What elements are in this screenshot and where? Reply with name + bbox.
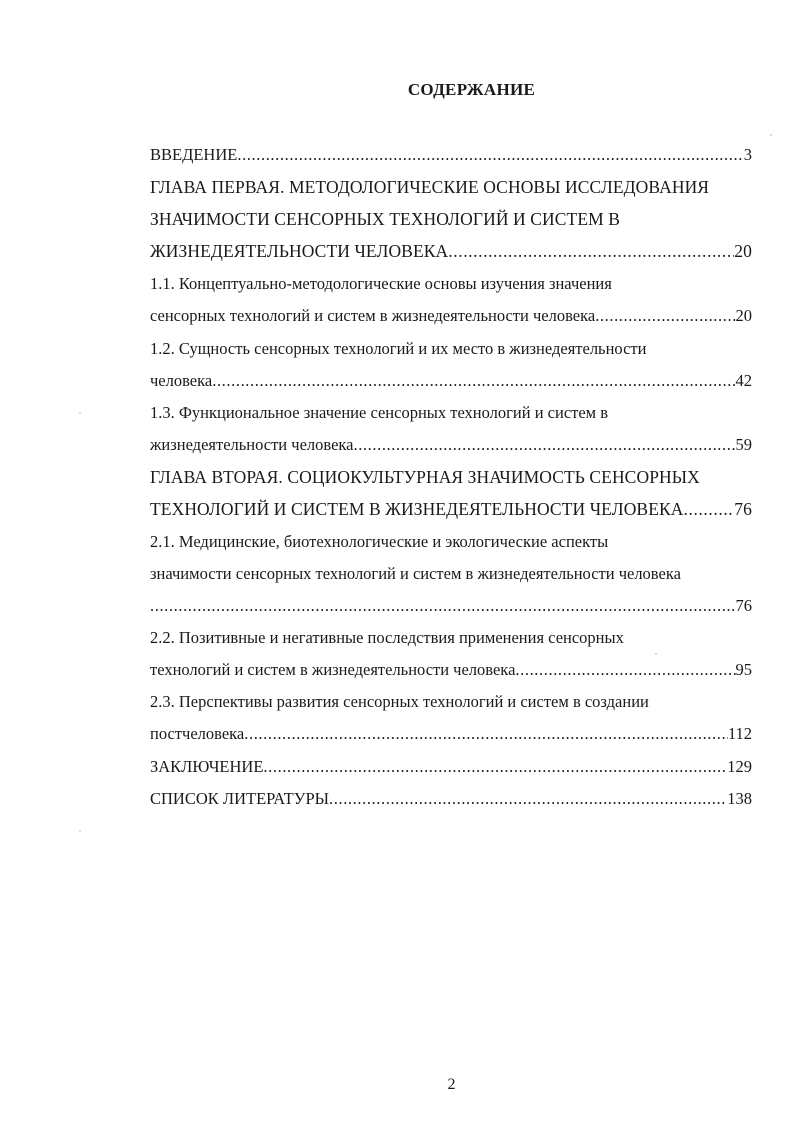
toc-section-1-2-line2 xyxy=(150,370,752,392)
toc-entry-text: человека xyxy=(150,371,213,390)
toc-section-1-3-line1: 1.3. Функциональное значение сенсорных технологий и систем в xyxy=(150,403,609,422)
toc-section-2-1-line3 xyxy=(150,595,752,617)
leader-dots xyxy=(448,240,734,262)
leader-dots xyxy=(329,788,727,810)
toc-entry-text: жизнедеятельности человека xyxy=(150,435,354,454)
toc-section-1-1-line1: 1.1. Концептуально-методологические основы изучения значения xyxy=(150,274,612,293)
leader-dots xyxy=(684,498,735,520)
leader-dots xyxy=(212,370,735,392)
toc-entry-introduction xyxy=(150,144,752,166)
leader-dots xyxy=(595,305,735,327)
toc-page-number: 3 xyxy=(743,145,752,164)
leader-dots xyxy=(237,144,743,166)
leader-dots xyxy=(515,659,735,681)
toc-entry-text: технологий и систем в жизнедеятельности человека xyxy=(150,660,516,679)
toc-page-number: 76 xyxy=(735,596,752,615)
toc-entry-conclusion xyxy=(150,756,752,778)
toc-entry-text: ВВЕДЕНИЕ xyxy=(150,145,238,164)
toc-chapter1-line3 xyxy=(150,240,752,262)
toc-entry-text: постчеловека xyxy=(150,724,245,743)
toc-section-2-2-line2 xyxy=(150,659,752,681)
toc-chapter1-line1: ГЛАВА ПЕРВАЯ. МЕТОДОЛОГИЧЕСКИЕ ОСНОВЫ ИССЛЕДОВАНИЯ xyxy=(150,177,710,197)
toc-page-number: 20 xyxy=(734,241,752,261)
toc-section-2-3-line2 xyxy=(150,723,752,745)
toc-section-2-1-line1: 2.1. Медицинские, биотехнологические и экологические аспекты xyxy=(150,532,609,551)
page-number: 2 xyxy=(447,1076,456,1093)
toc-page-number: 59 xyxy=(735,435,752,454)
toc-chapter2-line1: ГЛАВА ВТОРАЯ. СОЦИОКУЛЬТУРНАЯ ЗНАЧИМОСТЬ СЕНСОРНЫХ xyxy=(150,467,700,487)
toc-page-number: 129 xyxy=(727,757,752,776)
leader-dots xyxy=(244,723,728,745)
toc-entry-text: СПИСОК ЛИТЕРАТУРЫ xyxy=(150,789,330,808)
toc-section-2-1-line2: значимости сенсорных технологий и систем в жизнедеятельности человека xyxy=(150,564,681,583)
toc-entry-text: ЗАКЛЮЧЕНИЕ xyxy=(150,757,264,776)
toc-section-1-3-line2 xyxy=(150,434,752,456)
toc-page-number: 112 xyxy=(727,724,752,743)
toc-entry-text: ТЕХНОЛОГИЙ И СИСТЕМ В ЖИЗНЕДЕЯТЕЛЬНОСТИ ЧЕЛОВЕКА xyxy=(150,499,684,519)
toc-entry-text: сенсорных технологий и систем в жизнедеятельности человека xyxy=(150,306,596,325)
page-title: СОДЕРЖАНИЕ xyxy=(407,80,536,99)
toc-section-2-3-line1: 2.3. Перспективы развития сенсорных технологий и систем в создании xyxy=(150,692,649,711)
toc-chapter2-line2 xyxy=(150,498,752,520)
leader-dots xyxy=(150,595,736,617)
leader-dots xyxy=(353,434,735,456)
toc-section-2-2-line1: 2.2. Позитивные и негативные последствия применения сенсорных xyxy=(150,628,624,647)
toc-section-1-1-line2 xyxy=(150,305,752,327)
scan-speck xyxy=(79,830,81,832)
toc-page-number: 138 xyxy=(727,789,752,808)
toc-section-1-2-line1: 1.2. Сущность сенсорных технологий и их место в жизнедеятельности xyxy=(150,339,647,358)
toc-page-number: 76 xyxy=(734,499,752,519)
scan-speck xyxy=(655,653,657,655)
leader-dots xyxy=(263,756,727,778)
toc-entry-text: ЖИЗНЕДЕЯТЕЛЬНОСТИ ЧЕЛОВЕКА xyxy=(150,241,449,261)
toc-page-number: 95 xyxy=(735,660,752,679)
toc-entry-bibliography xyxy=(150,788,752,810)
toc-page-number: 42 xyxy=(735,371,752,390)
toc-chapter1-line2: ЗНАЧИМОСТИ СЕНСОРНЫХ ТЕХНОЛОГИЙ И СИСТЕМ В xyxy=(150,209,621,229)
scan-speck xyxy=(79,412,81,414)
scan-speck xyxy=(770,134,772,136)
toc-page-number: 20 xyxy=(735,306,752,325)
